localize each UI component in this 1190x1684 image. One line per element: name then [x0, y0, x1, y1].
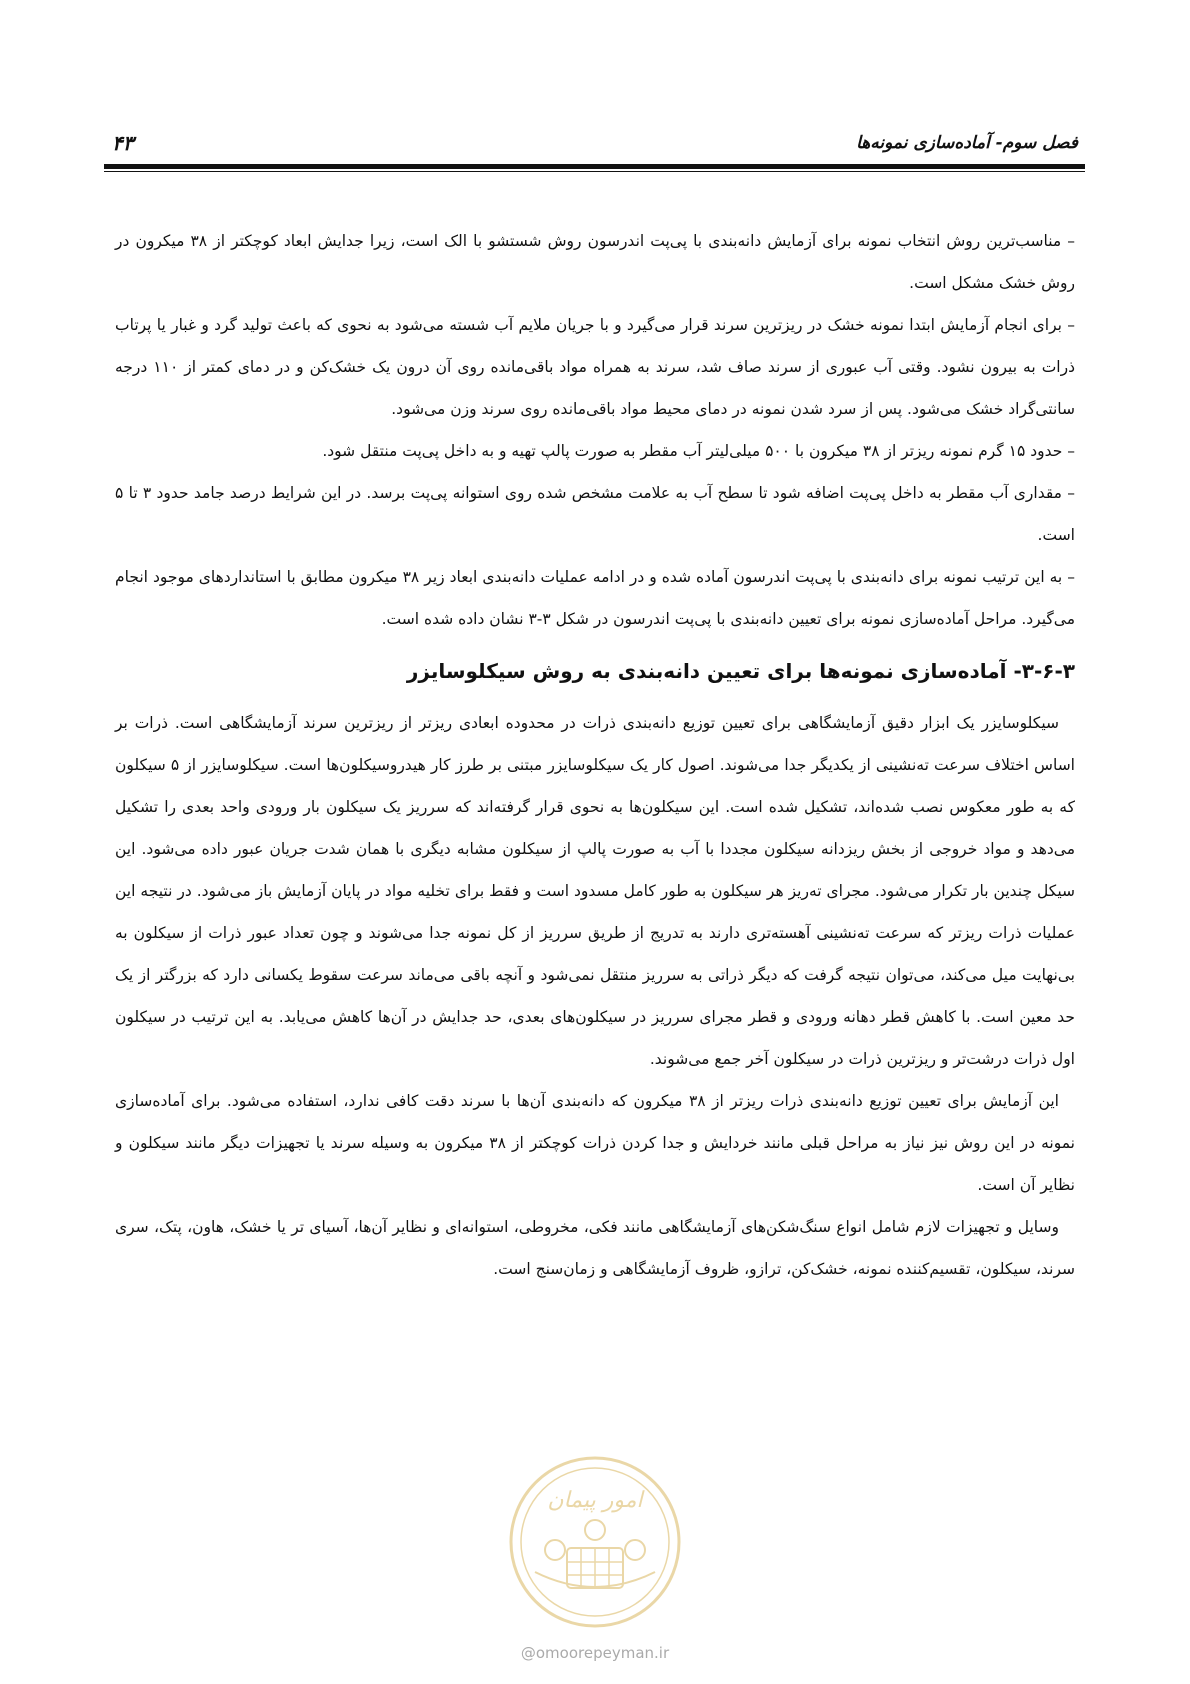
chapter-title: فصل سوم- آماده‌سازی نمونه‌ها [856, 133, 1078, 153]
paragraph-cyclosizer-application: این آزمایش برای تعیین توزیع دانه‌بندی ذرات ریزتر از ۳۸ میکرون که دانه‌بندی آن‌ها با سرند دقت کافی ندارد، استفاده می‌شود. برای آماده‌سازی نمونه در این روش نیز نیاز به مراحل قبلی مانند خردایش و جدا کردن ذرات کوچکتر از ۳۸ میکرون به وسیله سرند یا تجهیزات دیگر مانند سیکلون و نظایر آن است. [115, 1092, 1075, 1194]
paragraph-sieve-method: – مناسب‌ترین روش انتخاب نمونه برای آزمایش دانه‌بندی با پی‌پت اندرسون روش شستشو با الک است، زیرا جدایش ابعاد کوچکتر از ۳۸ میکرون در روش خشک مشکل است. [115, 232, 1075, 292]
section-heading: ۳-۶-۳- آماده‌سازی نمونه‌ها برای تعیین دانه‌بندی به روش سیکلوسایزر [406, 659, 1075, 683]
watermark-url: @omoorepeyman.ir [520, 1644, 670, 1662]
page-number: ۴۳ [112, 131, 134, 155]
paragraph-andreasen-summary: – به این ترتیب نمونه برای دانه‌بندی با پی‌پت اندرسون آماده شده و در ادامه عملیات دانه‌بندی ابعاد زیر ۳۸ میکرون مطابق با استانداردهای موجود انجام می‌گیرد. مراحل آماده‌سازی نمونه برای تعیین دانه‌بندی با پی‌پت اندرسون در شکل ۳-۳ نشان داده شده است. [115, 568, 1075, 628]
watermark-logo-text: امور پیمان [547, 1488, 643, 1513]
header-rule-thick [104, 164, 1085, 169]
paragraph-distilled-water: – مقداری آب مقطر به داخل پی‌پت اضافه شود تا سطح آب به علامت مشخص شده روی استوانه پی‌پت برسد. در این شرایط درصد جامد حدود ۳ تا ۵ است. [115, 484, 1075, 544]
paragraph-cyclosizer-description: سیکلوسایزر یک ابزار دقیق آزمایشگاهی برای تعیین توزیع دانه‌بندی ذرات در محدوده ابعادی ریزتر از ریزترین سرند آزمایشگاهی است. ذرات بر اساس اختلاف سرعت ته‌نشینی از یکدیگر جدا می‌شوند. اصول کار یک سیکلوسایزر مبتنی بر طرز کار هیدروسیکلون‌ها است. سیکلوسایزر از ۵ سیکلون که به طور معکوس نصب شده‌اند، تشکیل شده است. این سیکلون‌ها به نحوی قرار گرفته‌اند که سرریز یک سیکلون بار ورودی واحد بعدی را تشکیل می‌دهد و مواد خروجی از بخش ریزدانه سیکلون مجددا با آب به صورت پالپ از سیکلون مشابه دیگری با همان شدت جریان عبور داده می‌شود. این سیکل چندین بار تکرار می‌شود. مجرای ته‌ریز هر سیکلون به طور کامل مسدود است و فقط برای تخلیه مواد در پایان آزمایش باز می‌شود. در نتیجه این عملیات ذرات ریزتر که سرعت ته‌نشینی آهسته‌تری دارند به تدریج از طریق سرریز از کل نمونه جدا می‌شوند و چون تعداد عبور ذرات از سیکلون به بی‌نهایت میل می‌کند، می‌توان نتیجه گرفت که دیگر ذراتی به سرریز منتقل نمی‌شود و آنچه باقی می‌ماند سرعت سقوط یکسانی دارد که بزرگتر از یک حد معین است. با کاهش قطر دهانه ورودی و قطر مجرای سرریز در سیکلون‌های بعدی، حد جدایش در آن‌ها کاهش می‌یابد. به این ترتیب در سیکلون اول ذرات درشت‌تر و ریزترین ذرات در سیکلون آخر جمع می‌شوند. [115, 714, 1075, 1068]
watermark-logo [505, 1452, 685, 1632]
paragraph-test-procedure: – برای انجام آزمایش ابتدا نمونه خشک در ریزترین سرند قرار می‌گیرد و با جریان ملایم آب شسته می‌شود به نحوی که باعث تولید گرد و غبار یا پرتاب ذرات به بیرون نشود. وقتی آب عبوری از سرند صاف شد، سرند به همراه مواد باقی‌مانده روی آن درون یک خشک‌کن و در دمای کمتر از ۱۱۰ درجه سانتی‌گراد خشک می‌شود. پس از سرد شدن نمونه در دمای محیط مواد باقی‌مانده روی سرند وزن می‌شود. [115, 316, 1075, 418]
page-header [112, 128, 1078, 158]
page-body [115, 220, 1075, 1290]
paragraph-equipment-list: وسایل و تجهیزات لازم شامل انواع سنگ‌شکن‌های آزمایشگاهی مانند فکی، مخروطی، استوانه‌ای و نظایر آن‌ها، آسیای تر یا خشک، هاون، پتک، سری سرند، سیکلون، تقسیم‌کننده نمونه، خشک‌کن، ترازو، ظروف آزمایشگاهی و زمان‌سنج است. [115, 1218, 1075, 1278]
paragraph-pulp-preparation: – حدود ۱۵ گرم نمونه ریزتر از ۳۸ میکرون با ۵۰۰ میلی‌لیتر آب مقطر به صورت پالپ تهیه و به داخل پی‌پت منتقل شود. [322, 442, 1075, 460]
header-rule-thin [104, 171, 1085, 172]
